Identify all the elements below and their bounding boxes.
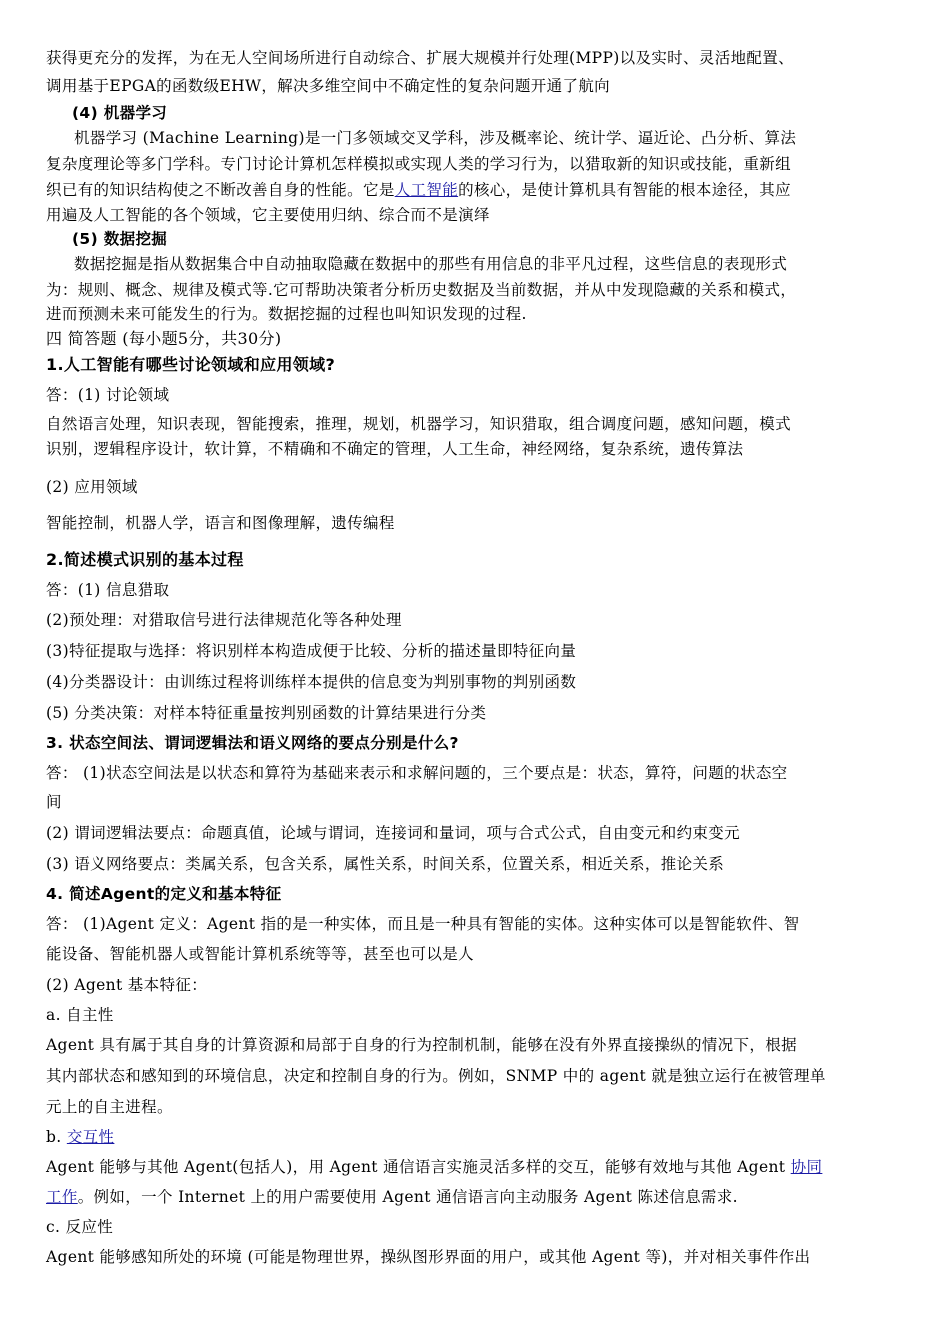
answer-line: 自然语言处理，知识表现，智能搜索，推理，规划，机器学习，知识猎取，组合调度问题，感知问题，模式	[46, 415, 791, 433]
question-1: 1.人工智能有哪些讨论领域和应用领域?	[46, 355, 336, 374]
answer-line: (5) 分类决策：对样本特征重量按判别函数的计算结果进行分类	[46, 704, 487, 722]
question-3: 3. 状态空间法、谓词逻辑法和语义网络的要点分别是什么?	[46, 734, 459, 752]
text-line: 获得更充分的发挥，为在无人空间场所进行自动综合、扩展大规模并行处理(MPP)以及实时、灵活地配置、	[46, 49, 794, 67]
answer-line: 间	[46, 793, 62, 811]
answer-line: (2) Agent 基本特征：	[46, 976, 208, 994]
answer-line	[46, 1156, 822, 1178]
answer-line: Agent 能够感知所处的环境 (可能是物理世界，操纵图形界面的用户，或其他 Agent 等)，并对相关事件作出	[46, 1248, 811, 1266]
text-line	[46, 179, 791, 201]
answer-line: Agent 具有属于其自身的计算资源和局部于自身的行为控制机制，能够在没有外界直接操纵的情况下，根据	[46, 1036, 797, 1054]
question-2: 2.简述模式识别的基本过程	[46, 550, 244, 569]
text-line: 调用基于EPGA的函数级EHW，解决多维空间中不确定性的复杂问题开通了航向	[46, 77, 611, 95]
text-line: 进而预测未来可能发生的行为。数据挖掘的过程也叫知识发现的过程.	[46, 305, 527, 323]
heading-machine-learning: (4) 机器学习	[72, 104, 168, 122]
link-collaboration[interactable]: 协同	[790, 1158, 823, 1176]
text-segment: b.	[46, 1128, 67, 1146]
answer-line: (2)预处理：对猎取信号进行法律规范化等各种处理	[46, 611, 402, 629]
link-interactivity[interactable]: 交互性	[66, 1128, 115, 1146]
answer-line: 答：(1) 讨论领域	[46, 386, 170, 404]
link-work[interactable]: 工作	[46, 1188, 78, 1206]
answer-line: (4)分类器设计：由训练过程将训练样本提供的信息变为判别事物的判别函数	[46, 673, 577, 691]
text-line: 复杂度理论等多门学科。专门讨论计算机怎样模拟或实现人类的学习行为，以猎取新的知识或技能，重新组	[46, 155, 791, 173]
text-segment: 织已有的知识结构使之不断改善自身的性能。它是	[46, 181, 395, 199]
answer-line	[46, 1126, 114, 1148]
text-segment: 的核心，是使计算机具有智能的根本途径，其应	[458, 181, 791, 199]
answer-line: (3)特征提取与选择：将识别样本构造成便于比较、分析的描述量即特征向量	[46, 642, 577, 660]
text-line: 机器学习 (Machine Learning)是一门多领域交叉学科，涉及概率论、统计学、逼近论、凸分析、算法	[74, 129, 797, 147]
text-segment: Agent 能够与其他 Agent(包括人)，用 Agent 通信语言实施灵活多样的交互，能够有效地与其他 Agent	[46, 1158, 791, 1176]
text-line: 数据挖掘是指从数据集合中自动抽取隐藏在数据中的那些有用信息的非平凡过程，这些信息的表现形式	[74, 255, 788, 273]
text-line: 为：规则、概念、规律及模式等.它可帮助决策者分析历史数据及当前数据，并从中发现隐藏的关系和模式，	[46, 281, 797, 299]
text-segment: 。例如，一个 Internet 上的用户需要使用 Agent 通信语言向主动服务 Agent 陈述信息需求.	[77, 1188, 738, 1206]
answer-line	[46, 1186, 738, 1208]
answer-line: 答：(1) 信息猎取	[46, 581, 170, 599]
answer-line: (3) 语义网络要点：类属关系，包含关系，属性关系，时间关系，位置关系，相近关系，推论关系	[46, 855, 725, 873]
section-title: 四 简答题 (每小题5分，共30分)	[46, 329, 282, 348]
link-artificial-intelligence[interactable]: 人工智能	[394, 181, 459, 199]
answer-line: (2) 应用领域	[46, 478, 138, 496]
question-4: 4. 简述Agent的定义和基本特征	[46, 885, 282, 903]
text-line: 用遍及人工智能的各个领域，它主要使用归纳、综合而不是演绎	[46, 206, 490, 224]
answer-line: 答： (1)Agent 定义：Agent 指的是一种实体，而且是一种具有智能的实体。这种实体可以是智能软件、智	[46, 915, 800, 933]
answer-line: 元上的自主进程。	[46, 1098, 173, 1116]
answer-line: (2) 谓词逻辑法要点：命题真值，论域与谓词，连接词和量词，项与合式公式，自由变元和约束变元	[46, 824, 740, 842]
answer-line: 识别，逻辑程序设计，软计算，不精确和不确定的管理，人工生命，神经网络，复杂系统，遗传算法	[46, 440, 744, 458]
answer-line: c. 反应性	[46, 1218, 114, 1236]
heading-data-mining: (5) 数据挖掘	[72, 230, 168, 248]
answer-line: 其内部状态和感知到的环境信息，决定和控制自身的行为。例如，SNMP 中的 agent 就是独立运行在被管理单	[46, 1067, 826, 1085]
answer-line: 能设备、智能机器人或智能计算机系统等等，甚至也可以是人	[46, 945, 474, 963]
answer-line: 智能控制，机器人学，语言和图像理解，遗传编程	[46, 514, 395, 532]
answer-line: 答： (1)状态空间法是以状态和算符为基础来表示和求解问题的，三个要点是：状态，算符，问题的状态空	[46, 764, 788, 782]
answer-line: a. 自主性	[46, 1006, 114, 1024]
